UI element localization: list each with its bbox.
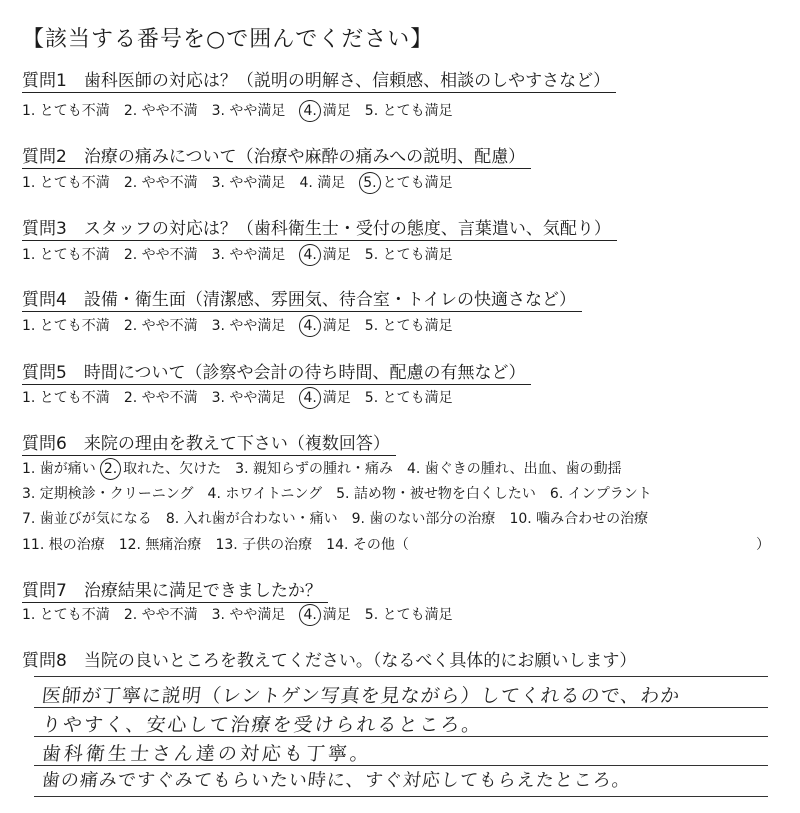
option: 5. とても満足	[364, 390, 453, 406]
option: 4. 満足	[299, 175, 346, 191]
option: 1. とても不満	[22, 318, 110, 334]
option: 1. 歯が痛い	[22, 461, 96, 477]
question-4-title: 質問4 設備・衛生面（清潔感、雰囲気、待合室・トイレの快適さなど）	[22, 289, 582, 312]
option: 満足	[322, 607, 351, 623]
option: 5. 詰め物・被せ物を白くしたい	[336, 486, 536, 502]
option: 13. 子供の治療	[215, 537, 313, 553]
option: 1. とても不満	[22, 175, 110, 191]
question-6-title: 質問6 来院の理由を教えて下さい（複数回答）	[22, 433, 396, 456]
question-7-options	[22, 604, 467, 626]
circled-option: 2.	[100, 458, 121, 480]
question-5-title: 質問5 時間について（診察や会計の待ち時間、配慮の有無など）	[22, 362, 531, 385]
option: 満足	[322, 247, 351, 263]
question-3-title: 質問3 スタッフの対応は？（歯科衛生士・受付の態度、言葉遣い、気配り）	[22, 218, 617, 241]
option: 2. やや不満	[123, 607, 198, 623]
question-6-line-4	[22, 535, 423, 555]
option: 12. 無痛治療	[118, 537, 202, 553]
option: 満足	[322, 318, 351, 334]
question-6-line-2	[22, 484, 666, 504]
option: 取れた、欠けた	[123, 461, 222, 477]
question-1-title: 質問1 歯科医師の対応は？（説明の明解さ、信頼感、相談のしやすさなど）	[22, 70, 616, 93]
option: 5. とても満足	[364, 247, 453, 263]
option: 1. とても不満	[22, 103, 110, 119]
circled-option: 5.	[359, 172, 380, 194]
option: 3. やや満足	[211, 607, 286, 623]
option: 14. その他（	[326, 537, 409, 553]
option: 1. とても不満	[22, 607, 110, 623]
option: 5. とても満足	[364, 103, 453, 119]
option: 8. 入れ歯が合わない・痛い	[165, 511, 338, 527]
circled-option: 4.	[299, 315, 320, 337]
question-5-options	[22, 387, 467, 409]
option: 3. やや満足	[211, 175, 286, 191]
option: 3. 定期検診・クリーニング	[22, 486, 194, 502]
option: 2. やや不満	[123, 247, 198, 263]
option: 7. 歯並びが気になる	[22, 511, 152, 527]
circled-option: 4.	[299, 100, 320, 122]
option: 9. 歯のない部分の治療	[351, 511, 496, 527]
answer-line	[34, 676, 768, 677]
option: 2. やや不満	[123, 175, 198, 191]
option: 3. やや満足	[211, 390, 286, 406]
option: 2. やや不満	[123, 390, 198, 406]
answer-line	[34, 796, 768, 797]
option: 満足	[322, 390, 351, 406]
option: 3. やや満足	[211, 103, 286, 119]
question-7-title: 質問7 治療結果に満足できましたか？	[22, 580, 328, 603]
handwritten-answer-line-2: りやすく、安心して治療を受けられるところ。	[40, 714, 484, 736]
option: 11. 根の治療	[22, 537, 105, 553]
option: 満足	[322, 103, 351, 119]
option: 3. やや満足	[211, 247, 286, 263]
option: とても満足	[382, 175, 453, 191]
circled-option: 4.	[299, 244, 320, 266]
question-6-line-1	[22, 458, 636, 480]
question-4-options	[22, 315, 467, 337]
question-6-line-3	[22, 509, 662, 529]
option: 2. やや不満	[123, 318, 198, 334]
other-close-paren: ）	[756, 537, 770, 553]
instruction-header: 【該当する番号を○で囲んでください】	[22, 27, 434, 52]
option: 4. 歯ぐきの腫れ、出血、歯の動揺	[406, 461, 622, 477]
handwritten-answer-line-1: 医師が丁寧に説明（レントゲン写真を見ながら）してくれるので、わか	[40, 685, 682, 707]
option: 3. 親知らずの腫れ・痛み	[235, 461, 393, 477]
option: 10. 噛み合わせの治療	[509, 511, 649, 527]
option: 3. やや満足	[211, 318, 286, 334]
question-2-title: 質問2 治療の痛みについて（治療や麻酔の痛みへの説明、配慮）	[22, 146, 531, 169]
option: 2. やや不満	[123, 103, 198, 119]
question-1-options	[22, 100, 467, 122]
option: 1. とても不満	[22, 247, 110, 263]
option: 1. とても不満	[22, 390, 110, 406]
option: 5. とても満足	[364, 318, 453, 334]
handwritten-answer-line-4: 歯の痛みですぐみてもらいたい時に、すぐ対応してもらえたところ。	[40, 770, 632, 791]
handwritten-answer-line-3: 歯科衛生士さん達の対応も丁寧。	[40, 743, 374, 765]
question-2-options	[22, 172, 467, 194]
circled-option: 4.	[299, 387, 320, 409]
question-3-options	[22, 244, 467, 266]
question-8-title: 質問8 当院の良いところを教えてください。（なるべく具体的にお願いします）	[22, 651, 637, 671]
option: 4. ホワイトニング	[207, 486, 323, 502]
circled-option: 4.	[299, 604, 320, 626]
option: 5. とても満足	[364, 607, 453, 623]
option: 6. インプラント	[549, 486, 652, 502]
